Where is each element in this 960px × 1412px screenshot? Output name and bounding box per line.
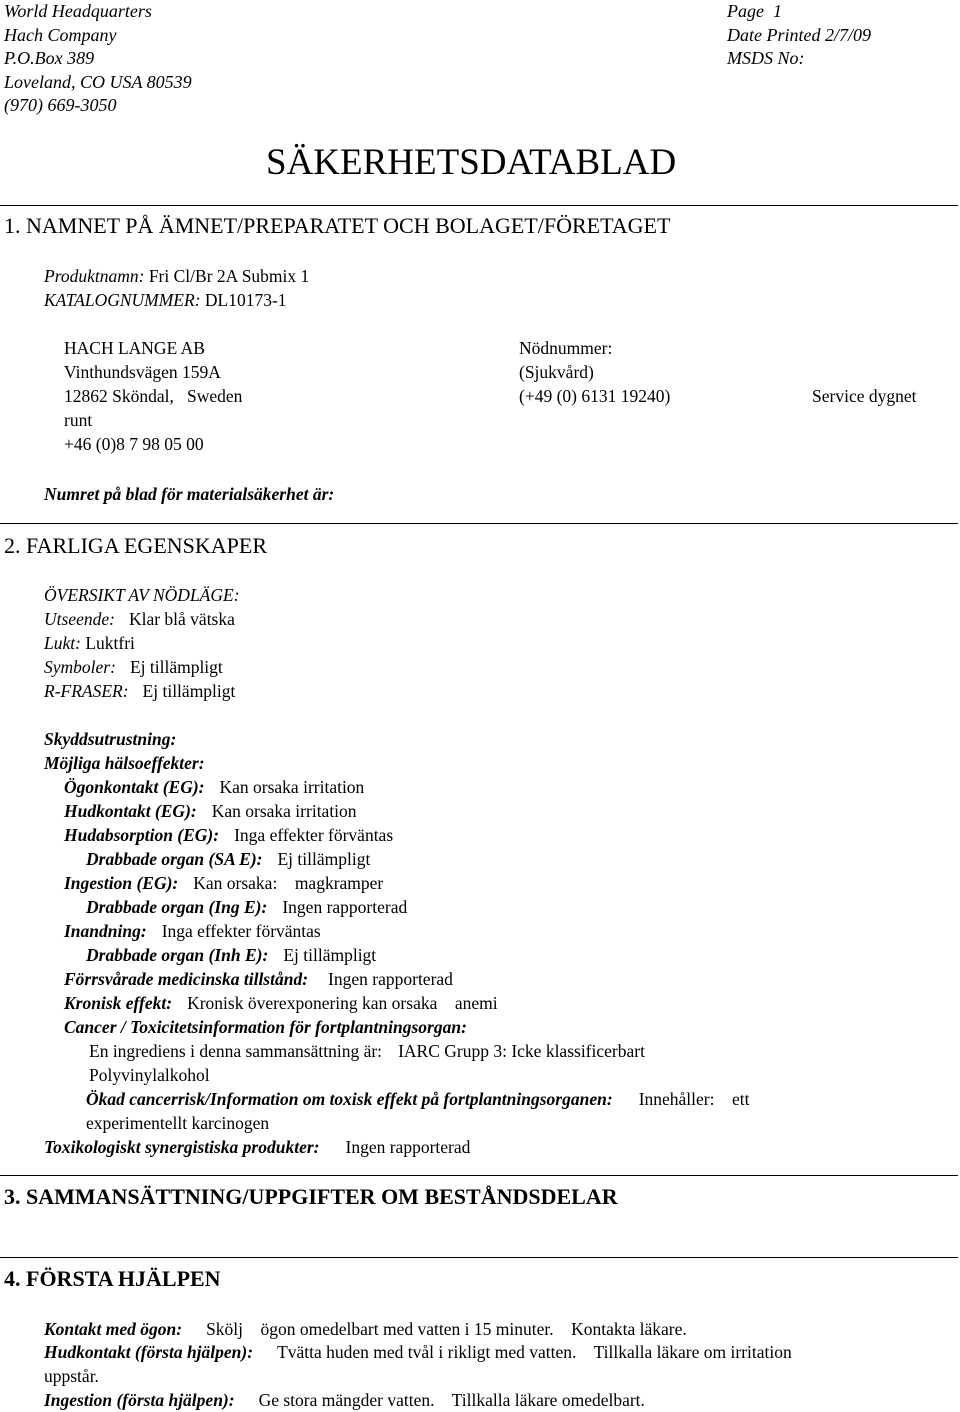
first-aid-ingestion-row (44, 1388, 645, 1412)
ingestion-value: Kan orsaka: magkramper (193, 873, 384, 893)
emergency-number: (+49 (0) 6131 19240) (519, 386, 671, 406)
skin-contact-label: Hudkontakt (EG): (64, 801, 197, 821)
header-address-line: Loveland, CO USA 80539 (4, 71, 192, 92)
catalog-number-label: KATALOGNUMMER: (44, 290, 201, 310)
odor-row (44, 631, 135, 655)
section-divider (0, 1257, 958, 1258)
inhalation-label: Inandning: (64, 921, 147, 941)
company-phone: +46 (0)8 7 98 05 00 (64, 434, 204, 454)
company-city: 12862 Sköndal, Sweden (64, 386, 243, 406)
skin-absorption-row (64, 823, 393, 847)
r-phrases-row (44, 679, 235, 703)
service-hours: Service dygnet (812, 386, 917, 406)
aggravated-conditions-value: Ingen rapporterad (328, 969, 453, 989)
ingredient-text: En ingrediens i denna sammansättning är: (89, 1041, 383, 1061)
section-1-heading: 1. NAMNET PÅ ÄMNET/PREPARATET OCH BOLAGET/FÖRETAGET (4, 213, 671, 238)
first-aid-eye-row (44, 1317, 687, 1341)
chronic-effect-value: Kronisk överexponering kan orsaka anemi (187, 993, 498, 1013)
odor-label: Lukt: (44, 633, 81, 653)
first-aid-ingestion-label: Ingestion (första hjälpen): (44, 1390, 235, 1410)
section-2-heading: 2. FARLIGA EGENSKAPER (4, 533, 268, 558)
r-phrases-label: R-FRASER: (44, 681, 129, 701)
appearance-label: Utseende: (44, 609, 115, 629)
first-aid-skin-label: Hudkontakt (första hjälpen): (44, 1342, 254, 1362)
product-name-label: Produktnamn: (44, 266, 145, 286)
sheet-number-label: Numret på blad för materialsäkerhet är: (44, 484, 335, 504)
document-title: SÄKERHETSDATABLAD (266, 142, 677, 183)
ingestion-row (64, 871, 383, 895)
header-address-line: World Headquarters (4, 1, 152, 21)
skin-contact-value: Kan orsaka irritation (211, 801, 357, 821)
eye-contact-row (64, 775, 364, 799)
appearance-value: Klar blå vätska (128, 609, 235, 629)
section-divider (0, 523, 958, 524)
ingredient-row (89, 1039, 645, 1063)
company-name: HACH LANGE AB (64, 338, 205, 358)
first-aid-ingestion-value: Ge stora mängder vatten. Tillkalla läkare omedelbart. (258, 1390, 645, 1410)
target-organs-sa-value: Ej tillämpligt (277, 849, 371, 869)
ingredient-name: Polyvinylalkohol (89, 1065, 210, 1085)
target-organs-sa-label: Drabbade organ (SA E): (86, 849, 263, 869)
target-organs-inh-value: Ej tillämpligt (283, 945, 377, 965)
chronic-effect-row (64, 991, 498, 1015)
protective-equipment-label: Skyddsutrustning: (44, 729, 177, 749)
odor-value: Luktfri (85, 633, 135, 653)
r-phrases-value: Ej tillämpligt (142, 681, 236, 701)
catalog-number-value: DL10173-1 (204, 290, 287, 310)
chronic-effect-label: Kronisk effekt: (64, 993, 173, 1013)
first-aid-skin-continued: uppstår. (44, 1366, 99, 1386)
first-aid-eye-label: Kontakt med ögon: (44, 1319, 183, 1339)
increased-cancer-risk-value: Innehåller: ett (638, 1089, 750, 1109)
aggravated-conditions-label: Förrsvårade medicinska tillstånd: (64, 969, 309, 989)
eye-contact-value: Kan orsaka irritation (219, 777, 365, 797)
first-aid-eye-value: Skölj ögon omedelbart med vatten i 15 minuter. Kontakta läkare. (206, 1319, 687, 1339)
header-address-line: P.O.Box 389 (4, 48, 95, 68)
page-number: Page 1 (727, 1, 782, 21)
msds-number: MSDS No: (727, 48, 805, 68)
skin-contact-row (64, 799, 357, 823)
health-effects-label: Möjliga hälsoeffekter: (44, 753, 205, 773)
section-3-heading: 3. SAMMANSÄTTNING/UPPGIFTER OM BESTÅNDSDELAR (4, 1184, 618, 1209)
skin-absorption-value: Inga effekter förväntas (234, 825, 394, 845)
target-organs-ing-value: Ingen rapporterad (282, 897, 408, 917)
header-address-line: Hach Company (4, 24, 117, 45)
section-divider (0, 1175, 958, 1176)
synergistic-products-row (44, 1135, 470, 1159)
product-name-value: Fri Cl/Br 2A Submix 1 (148, 266, 310, 286)
increased-cancer-risk-continued: experimentellt karcinogen (86, 1113, 270, 1133)
target-organs-sa-row (86, 847, 370, 871)
increased-cancer-risk-label: Ökad cancerrisk/Information om toxisk effekt på fortplantningsorganen: (86, 1089, 613, 1109)
service-hours-continued: runt (64, 410, 93, 430)
ingestion-label: Ingestion (EG): (64, 873, 179, 893)
target-organs-inh-label: Drabbade organ (Inh E): (86, 945, 269, 965)
synergistic-products-label: Toxikologiskt synergistiska produkter: (44, 1137, 320, 1157)
first-aid-skin-row (44, 1340, 792, 1364)
section-4-heading: 4. FÖRSTA HJÄLPEN (4, 1266, 221, 1291)
emergency-type: (Sjukvård) (519, 362, 594, 382)
target-organs-ing-row (86, 895, 407, 919)
cancer-info-heading: Cancer / Toxicitetsinformation för fortplantningsorgan: (64, 1017, 467, 1037)
eye-contact-label: Ögonkontakt (EG): (64, 777, 205, 797)
section-divider (0, 205, 958, 206)
company-street: Vinthundsvägen 159A (64, 362, 221, 382)
symbols-label: Symboler: (44, 657, 116, 677)
inhalation-value: Inga effekter förväntas (161, 921, 321, 941)
symbols-row (44, 655, 223, 679)
target-organs-inh-row (86, 943, 376, 967)
date-printed: Date Printed 2/7/09 (727, 24, 871, 45)
first-aid-skin-value: Tvätta huden med tvål i rikligt med vatten. Tillkalla läkare om irritation (277, 1342, 792, 1362)
iarc-classification: IARC Grupp 3: Icke klassificerbart (398, 1041, 645, 1061)
increased-cancer-risk-row (86, 1087, 749, 1111)
catalog-number-row (44, 288, 287, 312)
symbols-value: Ej tillämpligt (129, 657, 223, 677)
synergistic-products-value: Ingen rapporterad (345, 1137, 471, 1157)
header-address-line: (970) 669-3050 (4, 95, 117, 115)
product-name-row (44, 264, 309, 288)
emergency-label: Nödnummer: (519, 338, 613, 358)
emergency-overview-label: ÖVERSIKT AV NÖDLÄGE: (44, 585, 240, 605)
skin-absorption-label: Hudabsorption (EG): (64, 825, 220, 845)
inhalation-row (64, 919, 321, 943)
target-organs-ing-label: Drabbade organ (Ing E): (86, 897, 268, 917)
aggravated-conditions-row (64, 967, 453, 991)
appearance-row (44, 607, 235, 631)
